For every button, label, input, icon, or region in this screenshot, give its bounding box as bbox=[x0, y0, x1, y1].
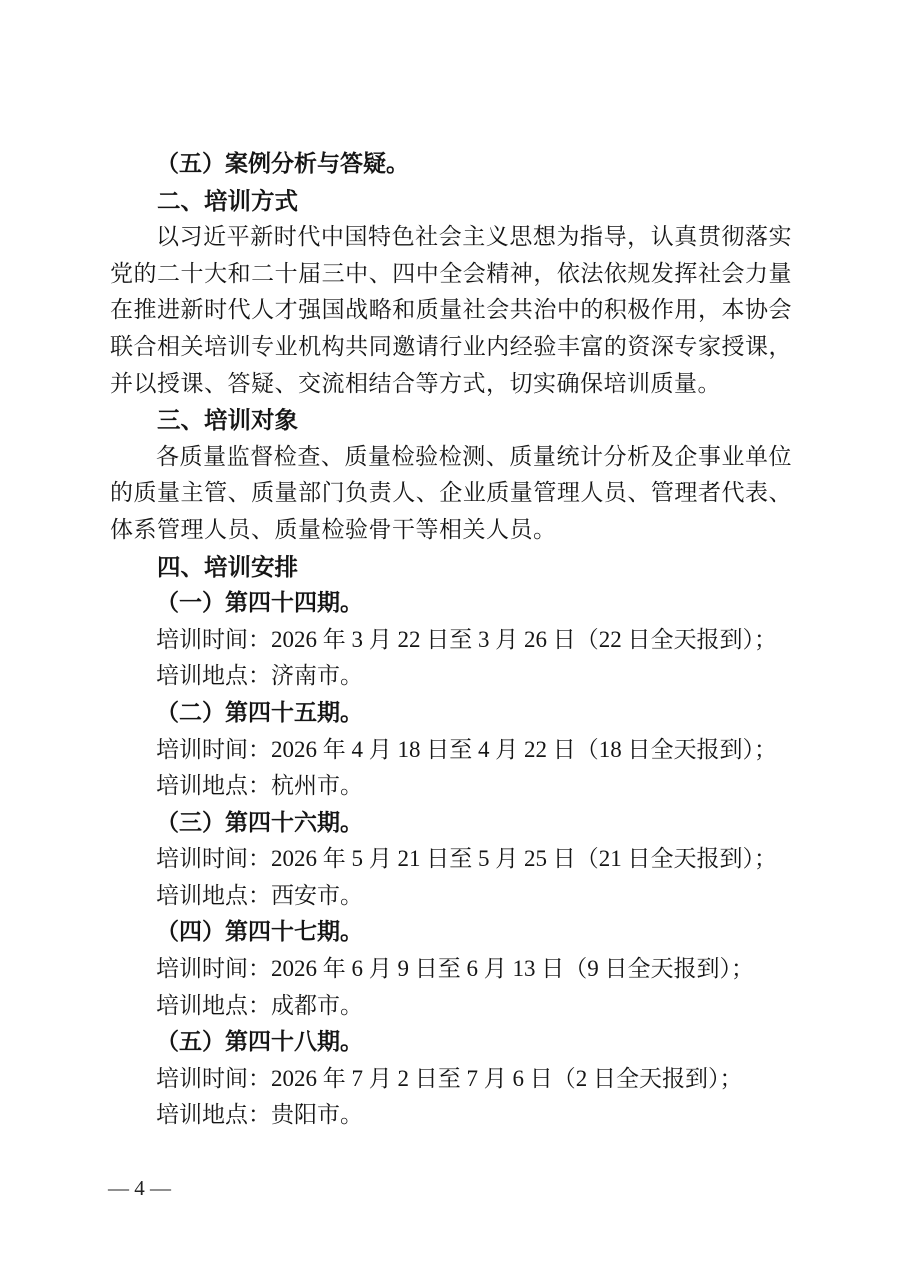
session-location-44: 培训地点：济南市。 bbox=[156, 663, 363, 689]
session-location-45: 培训地点：杭州市。 bbox=[156, 773, 363, 799]
session-title-47: （四）第四十七期。 bbox=[156, 919, 363, 945]
session-time-45: 培训时间：2026 年 4 月 18 日至 4 月 22 日（18 日全天报到）； bbox=[156, 736, 777, 762]
session-location-48: 培训地点：贵阳市。 bbox=[156, 1102, 363, 1128]
section-heading-training-audience: 三、培训对象 bbox=[157, 407, 298, 434]
section-heading-training-schedule: 四、培训安排 bbox=[157, 553, 298, 580]
session-location-47: 培训地点：成都市。 bbox=[156, 992, 363, 1018]
section-heading-training-method: 二、培训方式 bbox=[157, 187, 298, 214]
session-time-46: 培训时间：2026 年 5 月 21 日至 5 月 25 日（21 日全天报到）； bbox=[156, 846, 777, 872]
session-time-47: 培训时间：2026 年 6 月 9 日至 6 月 13 日（9 日全天报到）； bbox=[156, 956, 754, 982]
paragraph-training-audience: 各质量监督检查、质量检验检测、质量统计分析及企事业单位的质量主管、质量部门负责人、企业质量管理人员、管理者代表、体系管理人员、质量检验骨干等相关人员。 bbox=[110, 443, 792, 542]
session-title-48: （五）第四十八期。 bbox=[156, 1029, 363, 1055]
list-item-case-analysis: （五）案例分析与答疑。 bbox=[156, 151, 409, 176]
session-title-46: （三）第四十六期。 bbox=[156, 809, 363, 835]
page-number: — 4 — bbox=[108, 1176, 171, 1200]
session-title-44: （一）第四十四期。 bbox=[156, 590, 363, 616]
session-time-48: 培训时间：2026 年 7 月 2 日至 7 月 6 日（2 日全天报到）； bbox=[156, 1065, 743, 1091]
session-title-45: （二）第四十五期。 bbox=[156, 699, 363, 725]
session-time-44: 培训时间：2026 年 3 月 22 日至 3 月 26 日（22 日全天报到）； bbox=[156, 626, 777, 652]
session-location-46: 培训地点：西安市。 bbox=[156, 882, 363, 908]
paragraph-training-method: 以习近平新时代中国特色社会主义思想为指导，认真贯彻落实党的二十大和二十届三中、四中全会精神，依法依规发挥社会力量在推进新时代人才强国战略和质量社会共治中的积极作用，本协会联合相关培训专业机构共同邀请行业内经验丰富的资深专家授课，并以授课、答疑、交流相结合等方式，切实确保培训质量。 bbox=[110, 224, 792, 396]
